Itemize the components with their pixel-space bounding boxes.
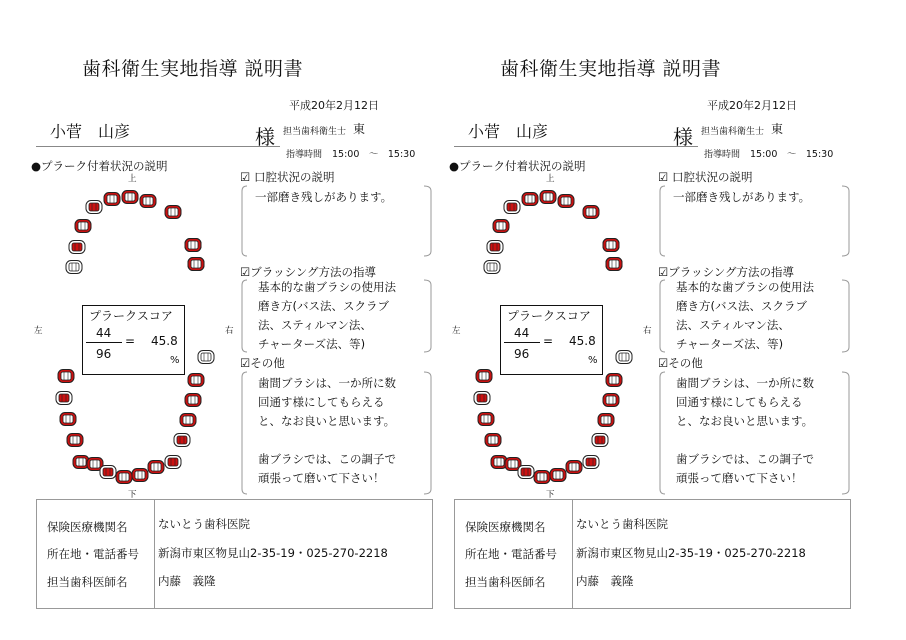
left-label: 左 [452, 326, 461, 336]
clinic-name-label: 保険医療機関名 [465, 520, 546, 534]
tooth-L12 [180, 414, 196, 427]
tooth-L3 [485, 434, 501, 447]
lower-label: 下 [128, 490, 137, 500]
text-line: 磨き方(バス法、スクラブ [676, 299, 807, 313]
text-line: 一部磨き残しがあります。 [673, 190, 811, 204]
text-line: と、なお良いと思います。 [676, 414, 814, 428]
tooth-U5 [540, 191, 556, 204]
dentist-name: 内藤 義隆 [158, 574, 216, 588]
mouth-text [255, 188, 392, 207]
text-line: 歯ブラシでは、この調子で [676, 452, 814, 466]
tooth-U5 [122, 191, 138, 204]
clinic-info-box [454, 499, 851, 609]
tooth-U6 [522, 193, 538, 206]
tooth-U4 [140, 195, 156, 208]
text-line: チャーターズ法、等) [258, 337, 366, 351]
fraction-bar [86, 342, 122, 343]
tooth-L12 [598, 414, 614, 427]
tooth-U10 [66, 261, 82, 274]
tooth-L16 [603, 239, 619, 252]
tooth-U3 [165, 206, 181, 219]
plaque-heading: ●プラーク付着状況の説明 [31, 159, 168, 173]
tooth-U8 [75, 220, 91, 233]
dentist-label: 担当歯科医師名 [47, 575, 128, 589]
tooth-U6 [104, 193, 120, 206]
hygienist-label: 担当歯科衛生士 [701, 127, 765, 137]
tooth-L8 [132, 469, 148, 482]
text-line: チャーターズ法、等) [676, 337, 784, 351]
tooth-L11 [592, 434, 608, 447]
tooth-L3 [67, 434, 83, 447]
plaque-score-box [82, 305, 185, 375]
time-label: 指導時間 [704, 150, 741, 160]
score-title: プラークスコア [507, 309, 591, 323]
text-line: 歯間ブラシは、一か所に数 [676, 376, 814, 390]
other-text [258, 374, 396, 488]
text-line: 一部磨き残しがあります。 [255, 190, 393, 204]
clinic-address: 新潟市東区物見山2-35-19・025-270-2218 [158, 546, 388, 560]
text-line: 基本的な歯ブラシの使用法 [258, 280, 396, 294]
other-heading: ☑その他 [240, 356, 285, 370]
tooth-L2 [60, 413, 76, 426]
score-value: 45.8 [151, 334, 178, 348]
score-numerator: 44 [96, 326, 112, 340]
sheet-title: 歯科衛生実地指導 説明書 [500, 58, 722, 80]
text-line: 磨き方(バス法、スクラブ [258, 299, 389, 313]
other-text [676, 374, 814, 488]
text-line: 回通す様にしてもらえる [258, 395, 385, 409]
dental-chart [418, 0, 658, 500]
time-value: 15:00 ～ 15:30 [332, 149, 416, 160]
tooth-L9 [148, 461, 164, 474]
brush-heading: ☑ブラッシング方法の指導 [240, 265, 377, 279]
clinic-name: ないとう歯科医院 [576, 517, 668, 531]
text-line: 法、スティルマン法、 [258, 318, 372, 332]
issue-date: 平成20年2月12日 [707, 99, 797, 112]
brush-heading: ☑ブラッシング方法の指導 [658, 265, 795, 279]
score-equals: = [543, 334, 554, 348]
mouth-text [673, 188, 810, 207]
upper-label: 上 [128, 174, 137, 184]
brush-text [676, 278, 814, 354]
text-line: と、なお良いと思います。 [258, 414, 396, 428]
tooth-L9 [566, 461, 582, 474]
tooth-U4 [558, 195, 574, 208]
tooth-U7 [86, 201, 102, 214]
issue-date: 平成20年2月12日 [289, 99, 379, 112]
tooth-L7 [116, 471, 132, 484]
dentist-name: 内藤 義隆 [576, 574, 634, 588]
text-line: 法、スティルマン法、 [676, 318, 790, 332]
score-value: 45.8 [569, 334, 596, 348]
left-label: 左 [34, 326, 43, 336]
tooth-L6 [100, 466, 116, 479]
clinic-name-label: 保険医療機関名 [47, 520, 128, 534]
tooth-L14 [188, 374, 204, 387]
tooth-L13 [603, 394, 619, 407]
score-unit: % [170, 355, 180, 366]
clinic-divider [572, 500, 573, 608]
mouth-heading: ☑ 口腔状況の説明 [240, 170, 335, 184]
fraction-bar [504, 342, 540, 343]
tooth-U12 [476, 370, 492, 383]
clinic-name: ないとう歯科医院 [158, 517, 250, 531]
text-line: 頑張って磨いて下さい！ [258, 471, 385, 485]
tooth-U9 [487, 241, 503, 254]
score-title: プラークスコア [89, 309, 173, 323]
text-line: 頑張って磨いて下さい！ [676, 471, 803, 485]
hygienist-name: 東 [353, 122, 366, 136]
clinic-address: 新潟市東区物見山2-35-19・025-270-2218 [576, 546, 806, 560]
text-line: 歯ブラシでは、この調子で [258, 452, 396, 466]
clinic-divider [154, 500, 155, 608]
tooth-L15 [606, 258, 622, 271]
text-line [676, 431, 814, 450]
right-label: 右 [225, 326, 234, 336]
tooth-L1 [56, 392, 72, 405]
tooth-L11 [174, 434, 190, 447]
patient-name: 小菅 山彦 [468, 122, 549, 141]
score-denominator: 96 [514, 347, 530, 361]
guidance-sheet-left [0, 0, 440, 640]
time-value: 15:00 ～ 15:30 [750, 149, 834, 160]
tooth-U9 [69, 241, 85, 254]
hygienist-label: 担当歯科衛生士 [283, 127, 347, 137]
dentist-label: 担当歯科医師名 [465, 575, 546, 589]
tooth-U7 [504, 201, 520, 214]
text-line: 基本的な歯ブラシの使用法 [676, 280, 814, 294]
tooth-U11 [616, 351, 632, 364]
tooth-L10 [583, 456, 599, 469]
tooth-U10 [484, 261, 500, 274]
tooth-L16 [185, 239, 201, 252]
dental-chart [0, 0, 240, 500]
hygienist-name: 東 [771, 122, 784, 136]
text-line [258, 431, 396, 450]
clinic-info-box [36, 499, 433, 609]
text-line: 回通す様にしてもらえる [676, 395, 803, 409]
sheet-title: 歯科衛生実地指導 説明書 [82, 58, 304, 80]
mouth-heading: ☑ 口腔状況の説明 [658, 170, 753, 184]
guidance-sheet-right [418, 0, 858, 640]
lower-label: 下 [546, 490, 555, 500]
upper-label: 上 [546, 174, 555, 184]
other-heading: ☑その他 [658, 356, 703, 370]
clinic-address-label: 所在地・電話番号 [47, 547, 139, 561]
tooth-L15 [188, 258, 204, 271]
score-numerator: 44 [514, 326, 530, 340]
tooth-U12 [58, 370, 74, 383]
tooth-L13 [185, 394, 201, 407]
tooth-L6 [518, 466, 534, 479]
tooth-U11 [198, 351, 214, 364]
tooth-L10 [165, 456, 181, 469]
score-unit: % [588, 355, 598, 366]
tooth-L14 [606, 374, 622, 387]
patient-name: 小菅 山彦 [50, 122, 131, 141]
brush-text [258, 278, 396, 354]
plaque-score-box [500, 305, 603, 375]
tooth-L8 [550, 469, 566, 482]
tooth-L2 [478, 413, 494, 426]
tooth-U3 [583, 206, 599, 219]
honorific: 様 [255, 125, 275, 149]
time-label: 指導時間 [286, 150, 323, 160]
tooth-L7 [534, 471, 550, 484]
tooth-U8 [493, 220, 509, 233]
tooth-L1 [474, 392, 490, 405]
clinic-address-label: 所在地・電話番号 [465, 547, 557, 561]
text-line: 歯間ブラシは、一か所に数 [258, 376, 396, 390]
plaque-heading: ●プラーク付着状況の説明 [449, 159, 586, 173]
score-denominator: 96 [96, 347, 112, 361]
right-label: 右 [643, 326, 652, 336]
score-equals: = [125, 334, 136, 348]
honorific: 様 [673, 125, 693, 149]
